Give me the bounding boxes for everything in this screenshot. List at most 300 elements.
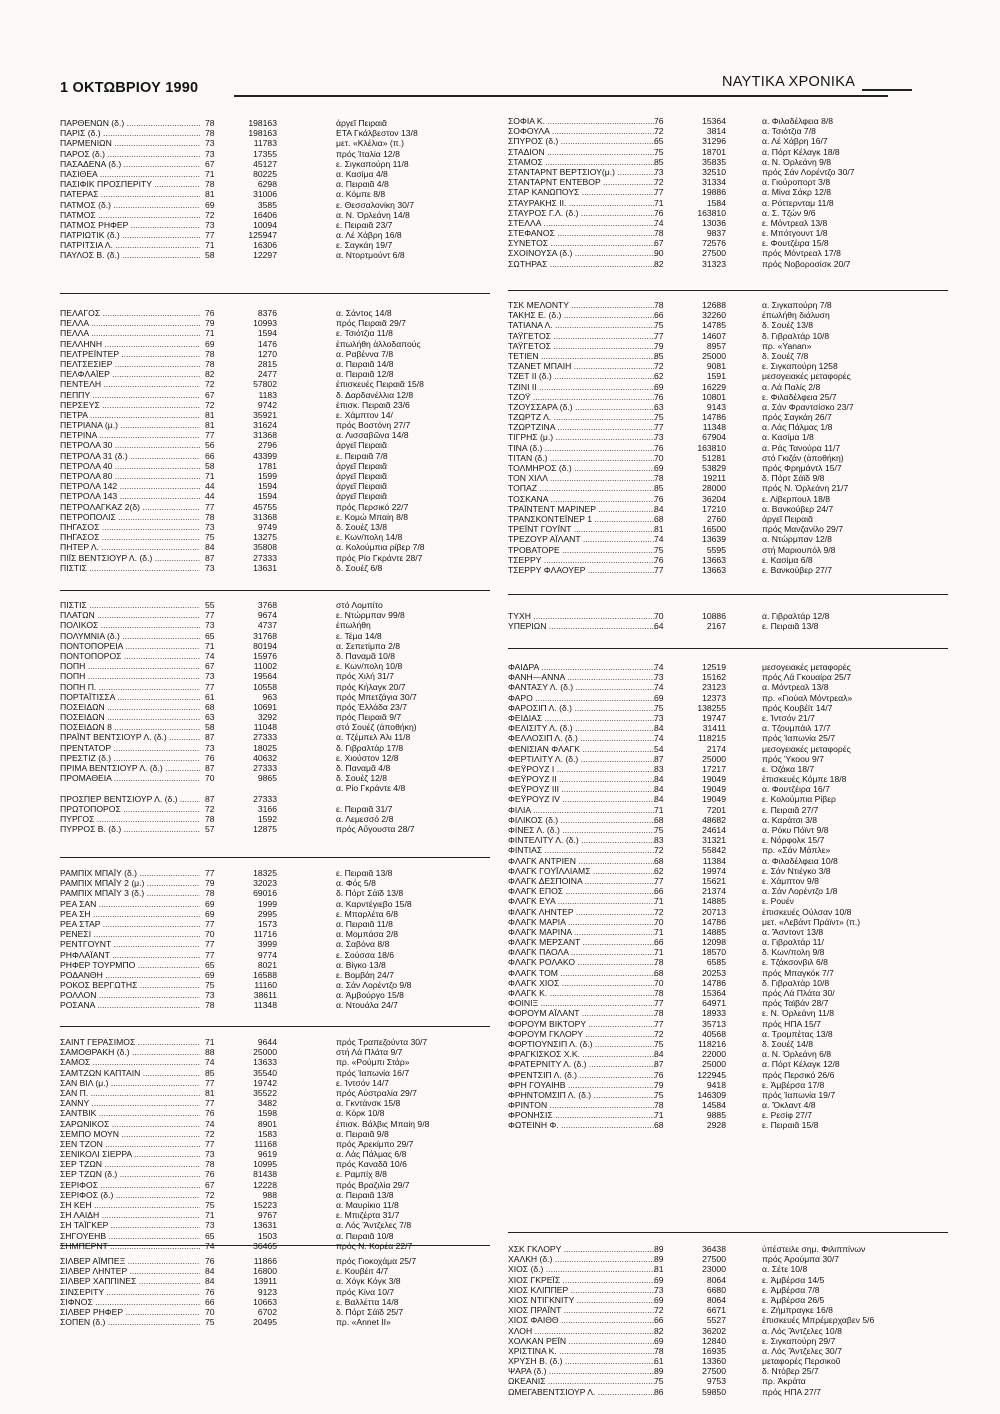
ship-name: ΤΟΛΜΗΡΟΣ (δ.) .....: [508, 463, 656, 473]
build-year: 67: [205, 158, 215, 169]
ship-name: ΡΑΜΠΙΧ ΜΠΑΪΥ (δ.) .....: [60, 868, 200, 878]
ship-name: ΦΕΫΡΟΥΖ ΙV .....: [508, 794, 656, 804]
ship-position: άργεῖ Πειραιᾶ: [336, 440, 387, 451]
ship-position: α. Ραβέννα 7/8: [336, 348, 394, 359]
ship-row: [60, 522, 490, 532]
ship-position: δ. Ντόβερ 25/7: [762, 1366, 819, 1377]
tonnage: 3482: [257, 1098, 277, 1109]
tonnage: 14786: [702, 916, 726, 927]
tonnage: 12688: [702, 300, 726, 310]
ship-group: [60, 308, 490, 573]
ship-row: [508, 341, 948, 351]
ship-row: [60, 481, 490, 491]
ship-row: [508, 1346, 948, 1356]
tonnage: 25000: [702, 753, 726, 764]
ship-row: [508, 621, 948, 631]
ship-row: [508, 1008, 948, 1018]
build-year: 77: [205, 1098, 215, 1109]
build-year: 69: [654, 1274, 664, 1285]
ship-position: ε. Μπαρλέτα 6/8: [336, 908, 398, 919]
ship-name: ΣΕΡΙΦΟΣ (δ.) .....: [60, 1190, 200, 1200]
ship-name: ΣΗ ΤΑΪΓΚΕΡ .....: [60, 1220, 200, 1230]
ship-name: ΦΟΡΟΥΜ ΓΚΛΟΡΥ .....: [508, 1029, 656, 1039]
ship-row: [60, 318, 490, 328]
build-year: 68: [654, 814, 664, 825]
ship-row: [508, 1019, 948, 1029]
ship-name: ΣΑΜΟΘΡΑΚΗ (δ.) .....: [60, 1047, 200, 1057]
ship-row: [508, 774, 948, 784]
ship-row: [508, 1326, 948, 1336]
ship-position: πρός Ἰαπωνία 16/7: [336, 1067, 410, 1078]
ship-name: ΠΕΛΦΛΑΪΕΡ .....: [60, 369, 200, 379]
ship-position: α. Βανκούβερ 24/7: [762, 503, 834, 514]
tonnage: 1781: [257, 460, 277, 471]
ship-row: [508, 825, 948, 835]
tonnage: 1999: [257, 898, 277, 909]
ship-row: [60, 1297, 490, 1307]
ship-position: δ. Πόρτ Σάϊδ 9/8: [762, 473, 825, 484]
build-year: 70: [205, 1306, 215, 1317]
build-year: 70: [654, 916, 664, 927]
ship-row: [508, 693, 948, 703]
ship-row: [60, 1129, 490, 1139]
ship-name: ΣΤΕΦΑΝΟΣ .....: [508, 228, 656, 238]
tonnage: 19049: [702, 784, 726, 795]
build-year: 68: [205, 701, 215, 712]
build-year: 77: [205, 868, 215, 878]
ship-position: α. Φός 5/8: [336, 878, 376, 889]
build-year: 87: [654, 753, 664, 764]
ship-row: [60, 783, 490, 803]
tonnage: 1599: [257, 471, 277, 481]
tonnage: 5595: [706, 544, 726, 555]
ship-row: [508, 116, 948, 126]
ship-row: [60, 1276, 490, 1286]
build-year: 86: [654, 1386, 664, 1397]
ship-name: ΣΙΛΒΕΡ ΡΗΦΕΡ .....: [60, 1307, 200, 1317]
ship-row: [60, 899, 490, 909]
ship-position: α. Ντώρμπαν 12/8: [762, 534, 832, 545]
tonnage: 16800: [253, 1266, 277, 1277]
ship-row: [508, 504, 948, 514]
tonnage: 67904: [702, 432, 726, 443]
ship-position: α. Ν. Ὀρλεάνη 14/8: [336, 209, 410, 220]
build-year: 75: [205, 980, 215, 991]
tonnage: 1592: [257, 813, 277, 824]
ship-position: ἐπισκευές Ούλσαν 10/8: [762, 906, 852, 917]
ship-name: ΨΑΡΑ (δ.) .....: [508, 1366, 656, 1376]
build-year: 77: [205, 610, 215, 621]
tonnage: 118216: [697, 1038, 726, 1049]
ship-row: [508, 259, 948, 269]
ship-name: ΠΑΤΜΟΣ .....: [60, 210, 200, 220]
ship-position: ε. Κομώ Μπαίη 8/8: [336, 511, 409, 522]
ship-position: α. Κόμπε 8/8: [336, 189, 386, 200]
ship-row: [508, 248, 948, 258]
tonnage: 9749: [257, 521, 277, 532]
ship-row: [508, 300, 948, 310]
tonnage: 15621: [702, 875, 726, 886]
build-year: 79: [654, 340, 664, 351]
tonnage: 24614: [702, 825, 726, 835]
build-year: 71: [654, 804, 664, 815]
ship-name: ΤΣΕΡΡΥ .....: [508, 555, 656, 565]
tonnage: 9418: [706, 1079, 726, 1090]
ship-position: ε. Βομβάη 24/7: [336, 969, 394, 980]
ship-name: ΣΕΡ ΤΖΩΝ (δ.) .....: [60, 1169, 200, 1179]
ship-position: άργεῖ Πειραιᾶ: [762, 513, 813, 524]
ship-position: πρός Περσικό 26/6: [762, 1069, 835, 1080]
section-rule: [508, 1232, 948, 1233]
ship-position: α. Σ. Τζών 9/6: [762, 207, 816, 218]
ship-position: α. Γιβραλτάρ 11/: [762, 937, 824, 948]
ship-row: [60, 712, 490, 722]
ship-name: ΧΟΛΚΑΝ ΡΕΪΝ .....: [508, 1336, 656, 1346]
ship-name: ΤΟΠΑΖ .....: [508, 483, 656, 493]
build-year: 69: [205, 908, 215, 919]
ship-row: [508, 713, 948, 723]
ship-name: ΧΙΟΣ (δ.) .....: [508, 1264, 656, 1274]
ship-position: α. Φιλαδέλφεια 8/8: [762, 116, 834, 126]
tonnage: 35835: [702, 156, 726, 167]
ship-name: ΦΛΑΓΚ ΕΠΟΣ .....: [508, 886, 656, 896]
build-year: 71: [205, 471, 215, 481]
build-year: 62: [654, 865, 664, 876]
tonnage: 118215: [697, 733, 726, 744]
tonnage: 9865: [257, 773, 277, 784]
build-year: 66: [654, 937, 664, 948]
build-year: 75: [654, 825, 664, 835]
tonnage: 2928: [706, 1120, 726, 1131]
ship-position: άργεῖ Πειραιᾶ: [336, 460, 387, 471]
tonnage: 81438: [253, 1169, 277, 1180]
build-year: 69: [205, 898, 215, 909]
build-year: 75: [205, 1317, 215, 1328]
ship-position: ε. Πειραιᾶ 15/8: [762, 1120, 819, 1131]
tonnage: 198163: [248, 128, 277, 139]
tonnage: 32510: [702, 166, 726, 177]
tonnage: 43399: [253, 450, 277, 461]
ship-position: πρός Σάν Λορέντζο 30/7: [762, 166, 855, 177]
ship-row: [508, 662, 948, 672]
ship-position: πρός Βραζιλία 29/7: [336, 1179, 410, 1190]
build-year: 73: [205, 742, 215, 753]
tonnage: 16306: [253, 240, 277, 251]
ship-name: ΣΤΑΡ ΚΑΝΩΠΟΥΣ .....: [508, 187, 656, 197]
ship-row: [508, 733, 948, 743]
tonnage: 14584: [702, 1100, 726, 1111]
build-year: 73: [205, 990, 215, 1001]
tonnage: 16229: [702, 381, 726, 392]
ship-position: α. Κολούμπια ρίβερ 7/8: [336, 542, 425, 553]
build-year: 87: [205, 763, 215, 773]
tonnage: 19742: [253, 1077, 277, 1088]
ship-position: α. Λεμεσσό 2/8: [336, 813, 394, 824]
ship-row: [508, 524, 948, 534]
ship-position: πρός Ἰταλία 12/8: [336, 148, 400, 159]
ship-position: α. Πειραιᾶ 13/8: [336, 1189, 394, 1200]
ship-row: [508, 1315, 948, 1325]
ship-position: πρ. «Σάν Μάπλε»: [762, 845, 831, 856]
ship-name: ΣΙΝΣΕΡΙΤΥ .....: [60, 1287, 200, 1297]
ship-position: πρός Πειραιᾶ 29/7: [336, 318, 406, 329]
tonnage: 16500: [702, 524, 726, 535]
build-year: 87: [205, 732, 215, 743]
tonnage: 13360: [702, 1356, 726, 1367]
ship-row: [60, 400, 490, 410]
tonnage: 4737: [257, 620, 277, 631]
ship-position: άργεῖ Πειραιᾶ: [336, 118, 387, 128]
ship-position: α. Μόντρεαλ 13/8: [762, 682, 829, 693]
tonnage: 146309: [697, 1089, 726, 1100]
build-year: 74: [205, 650, 215, 661]
ship-position: στή Μαριουπόλ 9/8: [762, 544, 836, 555]
tonnage: 45127: [253, 158, 277, 169]
ship-name: ΠΕΤΡΟΛΑ 142 .....: [60, 481, 200, 491]
tonnage: 12840: [702, 1335, 726, 1346]
ship-row: [508, 968, 948, 978]
ship-row: [60, 1000, 490, 1010]
ship-row: [60, 661, 490, 671]
build-year: 89: [654, 1366, 664, 1377]
ship-row: [60, 189, 490, 199]
ship-row: [508, 331, 948, 341]
tonnage: 14785: [702, 320, 726, 331]
build-year: 75: [654, 544, 664, 555]
ship-position: ε. Φιλαδέλφεια 25/7: [762, 391, 837, 402]
ship-position: α. Ρίο Γκράντε 4/8: [336, 783, 406, 794]
ship-name: ΦΩΤΕΙΝΗ Φ. .....: [508, 1120, 656, 1130]
build-year: 76: [654, 207, 664, 218]
publication-title: ΝΑΥΤΙΚΑ ΧΡΟΝΙΚΑ: [722, 74, 856, 90]
ship-position: ε. Μπιζέρτα 31/7: [336, 1210, 400, 1221]
tonnage: 35808: [253, 542, 277, 553]
ship-row: [60, 753, 490, 763]
tonnage: 64971: [702, 998, 726, 1009]
ship-name: ΤΖΩΡΤΖΙΝΑ .....: [508, 422, 656, 432]
tonnage: 19747: [702, 712, 726, 723]
ship-group: [508, 300, 948, 575]
ship-row: [60, 960, 490, 970]
build-year: 77: [205, 230, 215, 241]
tonnage: 12373: [702, 692, 726, 703]
build-year: 78: [205, 358, 215, 369]
tonnage: 25000: [253, 1047, 277, 1058]
ship-name: ΤΡΟΒΑΤΟΡΕ .....: [508, 545, 656, 555]
ship-row: [60, 620, 490, 630]
ship-position: α. Βίγκο 13/8: [336, 959, 386, 970]
ship-row: [60, 220, 490, 230]
ship-row: [508, 845, 948, 855]
ship-name: ΠΟΝΤΟΠΟΡΕΙΑ .....: [60, 641, 200, 651]
build-year: 71: [205, 328, 215, 339]
ship-row: [508, 1387, 948, 1397]
ship-position: ε. Ν. Ὀρλεάνη 11/8: [762, 1008, 835, 1019]
build-year: 74: [205, 1057, 215, 1068]
ship-row: [60, 763, 490, 773]
ship-position: α. Καράτσι 3/8: [762, 814, 818, 825]
build-year: 74: [205, 1240, 215, 1251]
build-year: 84: [205, 1276, 215, 1287]
ship-row: [508, 815, 948, 825]
ship-group: [508, 1244, 948, 1397]
ship-row: [60, 1119, 490, 1129]
ship-name: ΡΟΣΑΝΑ .....: [60, 1000, 200, 1010]
build-year: 69: [654, 1335, 664, 1346]
ship-position: δ. Πόρτ Σάϊδ 25/7: [336, 1306, 404, 1317]
ship-row: [508, 835, 948, 845]
tonnage: 13663: [702, 554, 726, 565]
build-year: 84: [654, 784, 664, 795]
ship-row: [508, 545, 948, 555]
ship-position: α. Γκντάνσκ 15/8: [336, 1098, 401, 1109]
ship-group: [60, 868, 490, 1011]
build-year: 70: [654, 611, 664, 621]
build-year: 64: [654, 621, 664, 632]
ship-position: ε. Χιούστον 12/8: [336, 752, 399, 763]
ship-position: πρός Περσικό 22/7: [336, 501, 409, 512]
tonnage: 19974: [702, 865, 726, 876]
ship-position: α. Τσιότζια 7/8: [762, 126, 816, 137]
tonnage: 15976: [253, 650, 277, 661]
ship-row: [508, 1090, 948, 1100]
ship-name: ΠΥΡΡΟΣ Β. (δ.) .....: [60, 824, 200, 834]
ship-position: α. Ἀμβούργο 15/8: [336, 990, 404, 1001]
ship-position: άργεῖ Πειραιᾶ: [336, 491, 387, 502]
tonnage: 13275: [253, 532, 277, 543]
ship-name: ΣΕΝΙΚΟΛΙ ΣΙΕΡΡΑ .....: [60, 1149, 200, 1159]
ship-row: [60, 1068, 490, 1078]
tonnage: 1591: [706, 371, 726, 382]
ship-row: [60, 610, 490, 620]
ship-position: πρός Ρίο Γκράντε 28/7: [336, 552, 423, 563]
build-year: 78: [654, 1100, 664, 1111]
ship-position: α. Σαβόνα 8/8: [336, 939, 390, 950]
ship-position: ἐπωλήθη διάλυση: [762, 310, 830, 321]
tonnage: 13631: [253, 1220, 277, 1231]
tonnage: 31624: [253, 420, 277, 431]
ship-name: ΣΙΛΒΕΡ ΧΑΠΠΙΝΕΣ .....: [60, 1276, 200, 1286]
tonnage: 9753: [706, 1376, 726, 1387]
ship-name: ΠΕΛΛΑ .....: [60, 318, 200, 328]
tonnage: 13631: [253, 562, 277, 573]
ship-row: [60, 1287, 490, 1297]
ship-position: α. Λάς Πάλμας 6/8: [336, 1149, 407, 1160]
ship-name: ΤΟΣΚΑΝΑ .....: [508, 494, 656, 504]
ship-row: [508, 1100, 948, 1110]
ship-name: ΠΑΥΛΟΣ Β. (δ.) .....: [60, 250, 200, 260]
tonnage: 18570: [702, 947, 726, 958]
build-year: 73: [205, 1149, 215, 1160]
ship-position: α. Σάντος 14/8: [336, 308, 392, 318]
ship-name: ΤΑΫΓΕΤΟΣ .....: [508, 331, 656, 341]
ship-row: [60, 804, 490, 814]
ship-row: [508, 361, 948, 371]
ship-row: [60, 682, 490, 692]
tonnage: 17355: [253, 148, 277, 159]
build-year: 78: [654, 1008, 664, 1019]
tonnage: 80194: [253, 640, 277, 651]
tonnage: 31368: [253, 430, 277, 441]
ship-name: ΠΕΤΡΟΛΑ 40 .....: [60, 461, 200, 471]
ship-name: ΣΑΝ ΒΙΛ (μ.) .....: [60, 1078, 200, 1088]
ship-row: [60, 1037, 490, 1047]
ship-row: [60, 702, 490, 712]
ship-position: α. Τζουμπάιλ 17/7: [762, 723, 831, 734]
ship-name: ΣΤΑΥΡΑΚΗΣ ΙΙ. .....: [508, 198, 656, 208]
build-year: 73: [654, 166, 664, 177]
ship-position: πρός Πειραιᾶ 9/7: [336, 712, 402, 723]
build-year: 75: [654, 412, 664, 423]
ship-name: ΠΕΠΠΥ .....: [60, 390, 200, 400]
ship-position: πρ. «Yanan»: [762, 340, 812, 351]
ship-name: ΧΙΟΣ ΓΚΡΕΪΣ .....: [508, 1275, 656, 1285]
ship-name: ΦΡΗ ΓΟΥΑΙΗΒ .....: [508, 1080, 656, 1090]
ship-name: ΠΗΓΑΣΟΣ .....: [60, 532, 200, 542]
ship-name: ΧΡΙΣΤΙΝΑ Κ. .....: [508, 1346, 656, 1356]
tonnage: 9674: [257, 610, 277, 621]
build-year: 72: [205, 379, 215, 390]
ship-position: α. Ράς Τανούρα 11/7: [762, 442, 841, 453]
ship-position: δ. Σουέζ 7/8: [762, 350, 809, 361]
ship-row: [60, 1139, 490, 1149]
tonnage: 163810: [697, 207, 726, 218]
ship-position: στό Γκιζάν (ἀποθήκη): [762, 452, 844, 463]
tonnage: 122945: [697, 1069, 726, 1080]
ship-name: ΡΟΚΟΣ ΒΕΡΓΩΤΗΣ .....: [60, 980, 200, 990]
ship-position: πρός Σαγκάη 26/7: [762, 412, 832, 423]
build-year: 77: [654, 998, 664, 1009]
ship-row: [60, 950, 490, 960]
ship-group: [508, 116, 948, 269]
ship-row: [508, 218, 948, 228]
section-rule: [508, 290, 948, 291]
ship-position: πρός Ὑκοου 9/7: [762, 753, 824, 764]
tonnage: 14786: [702, 412, 726, 423]
ship-row: [508, 1244, 948, 1254]
ship-group: [508, 611, 948, 631]
ship-row: [60, 512, 490, 522]
tonnage: 31323: [702, 258, 726, 269]
ship-position: α. Πόρτ Κέλαγκ 18/8: [762, 146, 840, 157]
tonnage: 9885: [706, 1110, 726, 1121]
ship-name: ΠΥΡΓΟΣ .....: [60, 814, 200, 824]
ship-row: [60, 773, 490, 783]
build-year: 78: [654, 988, 664, 998]
ship-position: πρός Λά Πλάτα 30/: [762, 988, 835, 998]
section-rule: [60, 293, 490, 294]
ship-name: ΤΙΝΑ (δ.) .....: [508, 443, 656, 453]
tonnage: 36438: [702, 1244, 726, 1254]
ship-name: ΤΥΧΗ .....: [508, 611, 656, 621]
tonnage: 59850: [702, 1386, 726, 1397]
tonnage: 11716: [253, 929, 277, 940]
build-year: 69: [205, 969, 215, 980]
ship-position: ε. Σαγκάη 19/7: [336, 240, 393, 251]
build-year: 77: [205, 918, 215, 929]
ship-position: δ. Σουέζ 14/8: [762, 1038, 814, 1049]
build-year: 78: [205, 1159, 215, 1170]
tonnage: 16588: [253, 969, 277, 980]
build-year: 82: [654, 258, 664, 269]
tonnage: 12228: [253, 1179, 277, 1190]
ship-name: ΣΑΜΤΖΩΝ ΚΑΠΤΑΙΝ .....: [60, 1068, 200, 1078]
ship-row: [508, 1376, 948, 1386]
ship-row: [60, 1241, 490, 1251]
ship-name: ΦΑΙΔΡΑ .....: [508, 662, 656, 672]
build-year: 58: [205, 250, 215, 261]
build-year: 71: [654, 926, 664, 937]
